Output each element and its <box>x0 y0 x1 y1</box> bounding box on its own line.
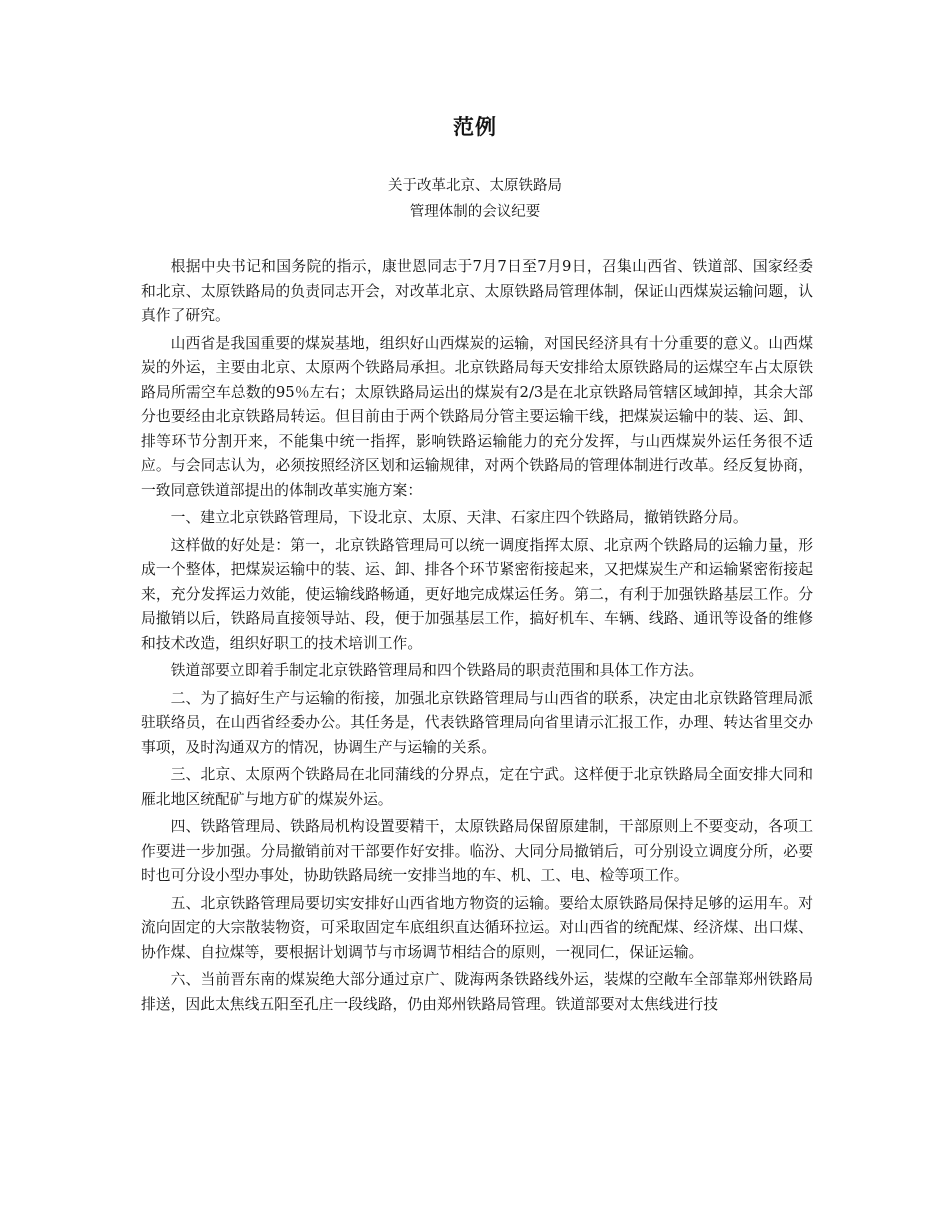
paragraph: 六、当前晋东南的煤炭绝大部分通过京广、陇海两条铁路线外运，装煤的空敞车全部靠郑州铁路局排送，因此太焦线五阳至孔庄一段线路，仍由郑州铁路局管理。铁道部要对太焦线进行技 <box>141 971 813 1013</box>
subtitle-line-1: 关于改革北京、太原铁路局 <box>388 178 562 194</box>
paragraph: 五、北京铁路管理局要切实安排好山西省地方物资的运输。要给太原铁路局保持足够的运用车。对流向固定的大宗散装物资，可采取固定车底组织直达循环拉运。对山西省的统配煤、经济煤、出口煤、协作煤、自拉煤等，要根据计划调节与市场调节相结合的原则，一视同仁，保证运输。 <box>141 894 813 961</box>
subtitle-line-2: 管理体制的会议纪要 <box>409 204 541 220</box>
paragraph: 铁道部要立即着手制定北京铁路管理局和四个铁路局的职责范围和具体工作方法。 <box>170 662 704 679</box>
paragraph: 三、北京、太原两个铁路局在北同蒲线的分界点，定在宁武。这样便于北京铁路局全面安排大同和雁北地区统配矿与地方矿的煤炭外运。 <box>141 766 813 808</box>
paragraph: 这样做的好处是：第一，北京铁路管理局可以统一调度指挥太原、北京两个铁路局的运输力量，形成一个整体，把煤炭运输中的装、运、卸、排各个环节紧密衔接起来，又把煤炭生产和运输紧密衔接起来，充分发挥运力效能，使运输线路畅通，更好地完成煤运任务。第二，有利于加强铁路基层工作。分局撤销以后，铁路局直接领导站、段，便于加强基层工作，搞好机车、车辆、线路、通讯等设备的维修和技术改造，组织好职工的技术培训工作。 <box>141 536 813 652</box>
document-body <box>141 255 813 1020</box>
paragraph: 二、为了搞好生产与运输的衔接，加强北京铁路管理局与山西省的联系，决定由北京铁路管理局派驻联络员，在山西省经委办公。其任务是，代表铁路管理局向省里请示汇报工作，办理、转达省里交办事项，及时沟通双方的情况，协调生产与运输的关系。 <box>141 689 813 756</box>
paragraph: 一、建立北京铁路管理局，下设北京、太原、天津、石家庄四个铁路局，撤销铁路分局。 <box>170 509 748 526</box>
document-heading: 范例 <box>453 115 497 139</box>
document-subtitle <box>0 173 950 225</box>
paragraph: 四、铁路管理局、铁路局机构设置要精干，太原铁路局保留原建制，干部原则上不要变动，各项工作要进一步加强。分局撤销前对干部要作好安排。临汾、大同分局撤销后，可分别设立调度分所，必要时也可分设小型办事处，协助铁路局统一安排当地的车、机、工、电、检等项工作。 <box>141 818 813 884</box>
paragraph: 根据中央书记和国务院的指示，康世恩同志于7月7日至7月9日，召集山西省、铁道部、国家经委和北京、太原铁路局的负责同志开会，对改革北京、太原铁路局管理体制，保证山西煤炭运输问题，认真作了研究。 <box>141 258 813 324</box>
paragraph: 山西省是我国重要的煤炭基地，组织好山西煤炭的运输，对国民经济具有十分重要的意义。山西煤炭的外运，主要由北京、太原两个铁路局承担。北京铁路局每天安排给太原铁路局的运煤空车占太原铁路局所需空车总数的95％左右；太原铁路局运出的煤炭有2/3是在北京铁路局管辖区域卸掉，其余大部分也要经由北京铁路局转运。但目前由于两个铁路局分管主要运输干线，把煤炭运输中的装、运、卸、排等环节分割开来，不能集中统一指挥，影响铁路运输能力的充分发挥，与山西煤炭外运任务很不适应。与会同志认为，必须按照经济区划和运输规律，对两个铁路局的管理体制进行改革。经反复协商，一致同意铁道部提出的体制改革实施方案： <box>141 334 813 499</box>
